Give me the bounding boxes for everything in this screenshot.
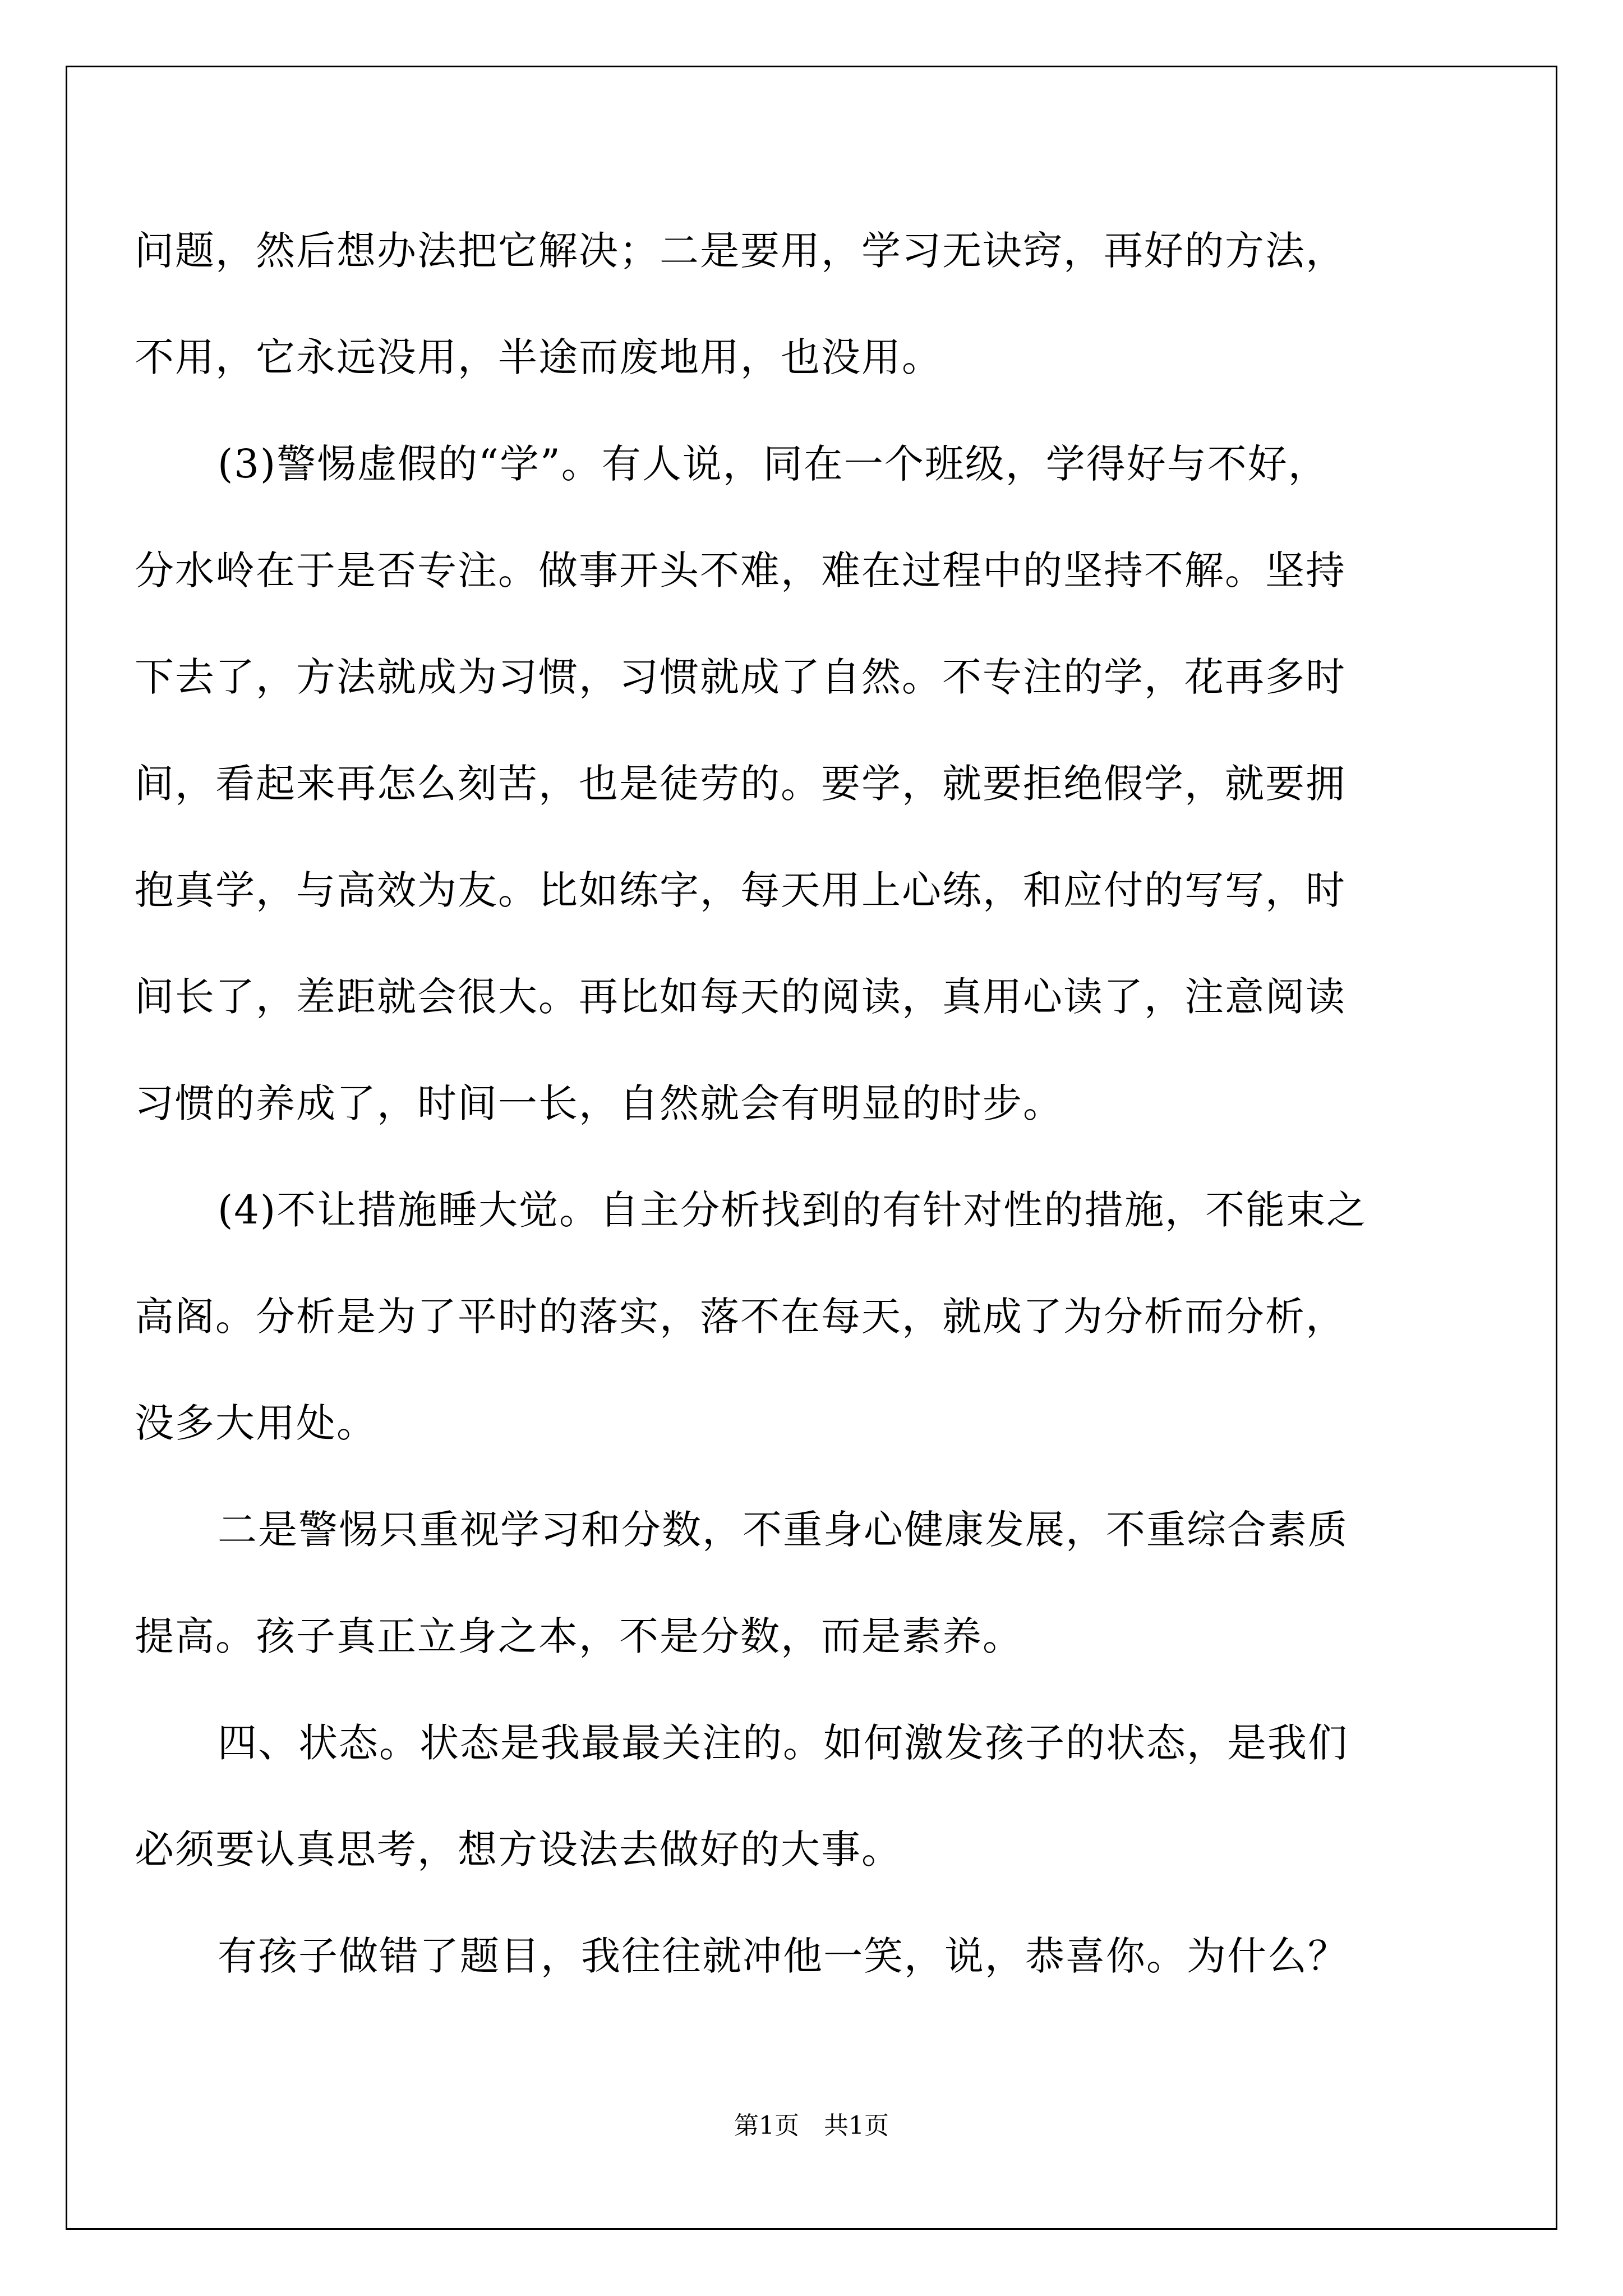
paragraph-start-line: 有孩子做错了题目，我往往就冲他一笑，说，恭喜你。为什么？ (218, 1933, 1348, 1979)
text-line: 间，看起来再怎么刻苦，也是徒劳的。要学，就要拒绝假学，就要拥 (135, 761, 1346, 807)
text-line: 间长了，差距就会很大。再比如每天的阅读，真用心读了，注意阅读 (135, 974, 1346, 1020)
text-line: 高阁。分析是为了平时的落实，落不在每天，就成了为分析而分析， (135, 1294, 1346, 1340)
text-line: 习惯的养成了，时间一长，自然就会有明显的时步。 (135, 1080, 1063, 1126)
text-line: 提高。孩子真正立身之本，不是分数，而是素养。 (135, 1613, 1023, 1659)
text-line: 不用，它永远没用，半途而废地用，也没用。 (135, 334, 942, 380)
text-line: 抱真学，与高效为友。比如练字，每天用上心练，和应付的写写，时 (135, 867, 1346, 913)
page-border (66, 66, 1557, 2230)
paragraph-start-line: 二是警惕只重视学习和分数，不重身心健康发展，不重综合素质 (218, 1507, 1348, 1553)
text-line: 必须要认真思考，想方设法去做好的大事。 (135, 1826, 902, 1872)
page-number-footer: 第1页 共1页 (734, 2111, 889, 2140)
text-line: 没多大用处。 (135, 1400, 377, 1446)
paragraph-start-line: 四、状态。状态是我最最关注的。如何激发孩子的状态，是我们 (218, 1720, 1348, 1766)
paragraph-start-line: (4)不让措施睡大觉。自主分析找到的有针对性的措施，不能束之 (218, 1187, 1367, 1233)
text-line: 分水岭在于是否专注。做事开头不难，难在过程中的坚持不解。坚持 (135, 547, 1346, 593)
text-line: 问题，然后想办法把它解决；二是要用，学习无诀窍，再好的方法， (135, 228, 1346, 274)
paragraph-start-line: (3)警惕虚假的“学”。有人说，同在一个班级，学得好与不好， (218, 441, 1329, 487)
text-line: 下去了，方法就成为习惯，习惯就成了自然。不专注的学，花再多时 (135, 654, 1346, 700)
